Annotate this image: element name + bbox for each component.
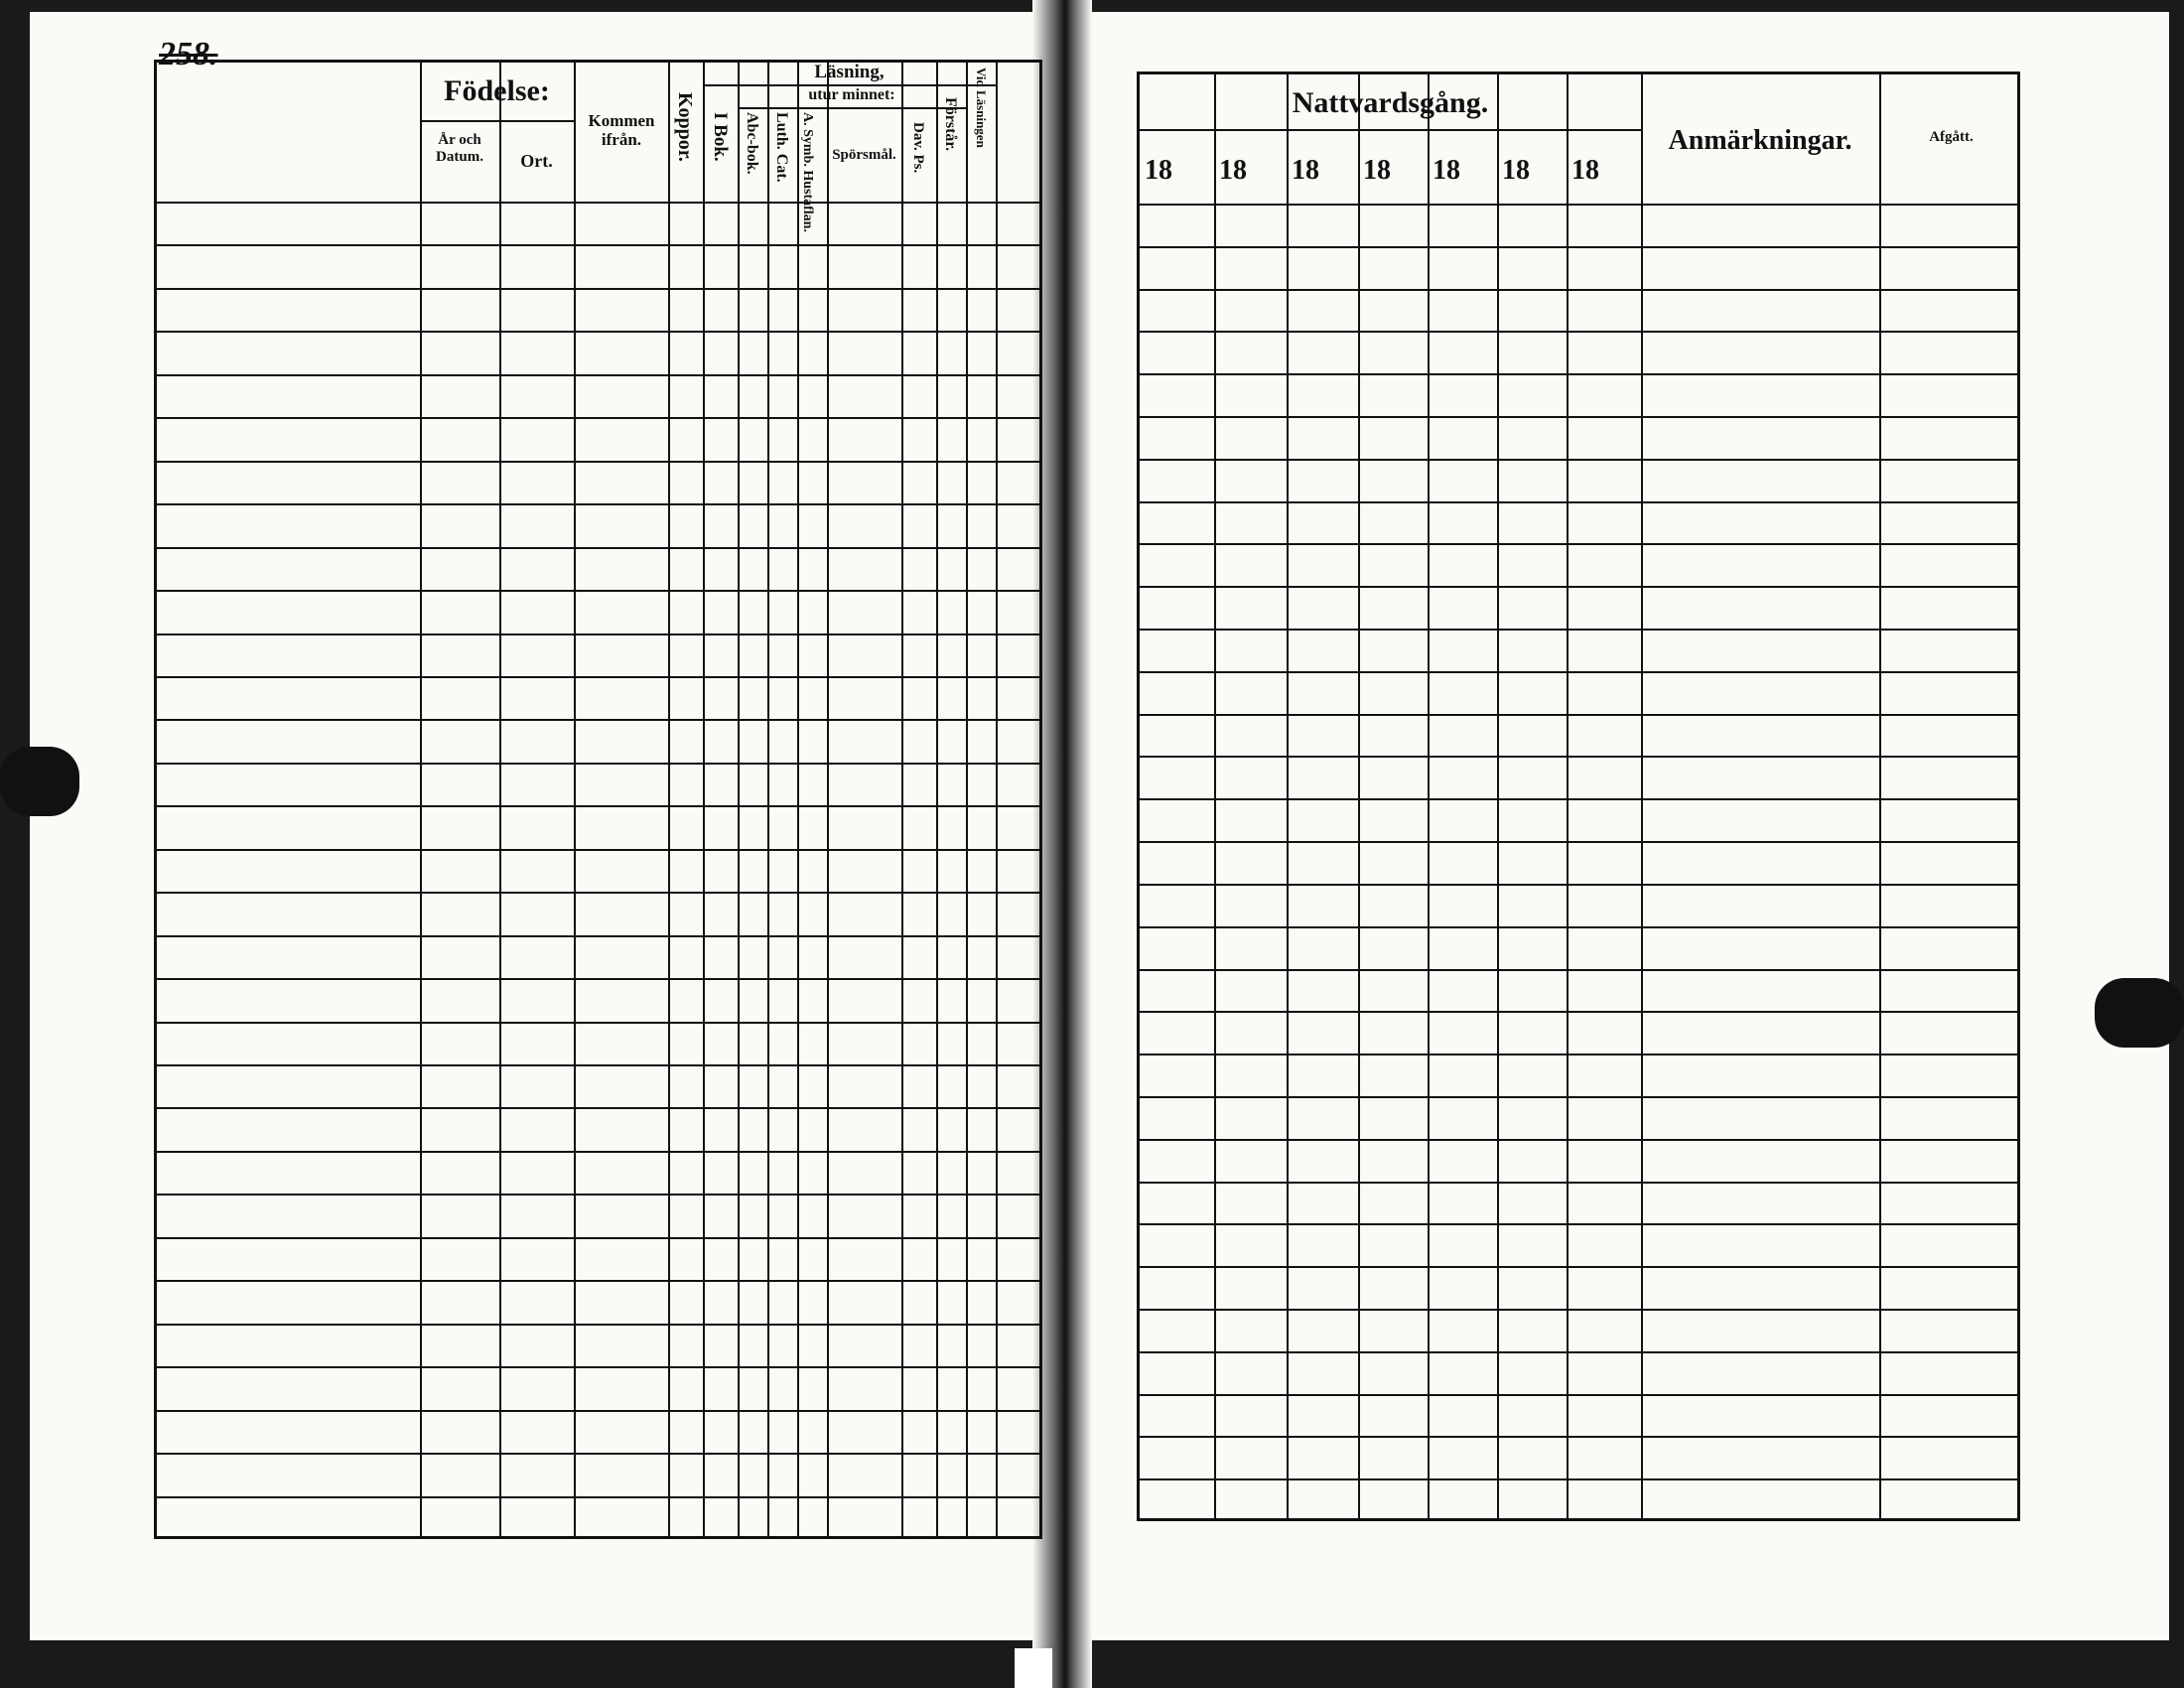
ledger-row-line: [157, 1366, 1039, 1368]
forstar-header: Förstår.: [942, 97, 959, 152]
ledger-row-line: [157, 590, 1039, 592]
page-clip-right: [2095, 978, 2184, 1048]
year-header-1: 18: [1145, 155, 1172, 186]
ledger-row-line: [1140, 1139, 2017, 1141]
i-bok-header: I Bok.: [710, 112, 731, 162]
ledger-row-line: [1140, 416, 2017, 418]
page-clip-left: [0, 747, 79, 816]
ledger-row-line: [1140, 629, 2017, 631]
ledger-row-line: [157, 1237, 1039, 1239]
ledger-row-line: [1140, 841, 2017, 843]
ledger-row-line: [157, 892, 1039, 894]
anmarkningar-header: Anmärkningar.: [1668, 125, 1852, 156]
year-header-2: 18: [1219, 155, 1247, 186]
ledger-row-line: [1140, 501, 2017, 503]
kommen-ifran-header: Kommen ifrån.: [588, 111, 655, 149]
ledger-row-line: [1140, 1436, 2017, 1438]
ledger-row-line: [1140, 1182, 2017, 1184]
ledger-row-line: [157, 547, 1039, 549]
ledger-row-line: [157, 1107, 1039, 1109]
ledger-row-line: [157, 935, 1039, 937]
ledger-row-line: [157, 374, 1039, 376]
ledger-row-line: [1140, 586, 2017, 588]
ledger-row-line: [1140, 331, 2017, 333]
spine-mark: [1015, 1648, 1052, 1688]
ledger-row-line: [1140, 969, 2017, 971]
ledger-row-line: [157, 1022, 1039, 1024]
ledger-row-line: [1140, 926, 2017, 928]
year-header-6: 18: [1502, 155, 1530, 186]
ledger-row-line: [1140, 1223, 2017, 1225]
ledger-row-line: [157, 244, 1039, 246]
ledger-row-line: [157, 1194, 1039, 1196]
ar-och-datum-header: År och Datum.: [436, 132, 483, 165]
ledger-row-line: [157, 763, 1039, 765]
ledger-row-line: [1140, 289, 2017, 291]
afgatt-header: Afgått.: [1929, 129, 1974, 145]
abc-bok-header: Abc-bok.: [744, 112, 760, 175]
ledger-row-line: [157, 503, 1039, 505]
ledger-row-line: [157, 805, 1039, 807]
ledger-row-line: [1140, 373, 2017, 375]
fodelse-title: Födelse:: [444, 74, 550, 107]
ledger-row-line: [1140, 798, 2017, 800]
ledger-row-line: [1140, 1011, 2017, 1013]
ledger-row-line: [157, 1496, 1039, 1498]
lasning-title: Läsning,: [814, 62, 885, 82]
ledger-row-line: [157, 1410, 1039, 1412]
ledger-row-line: [157, 1280, 1039, 1282]
ledger-row-line: [157, 978, 1039, 980]
ledger-row-line: [1140, 884, 2017, 886]
ledger-row-line: [157, 676, 1039, 678]
ledger-row-line: [1140, 1394, 2017, 1396]
ledger-row-line: [1140, 714, 2017, 716]
right-ledger-table: [1137, 71, 2020, 1521]
luth-cat-header: Luth. Cat.: [773, 112, 790, 183]
ledger-row-line: [157, 461, 1039, 463]
ledger-row-line: [1140, 1478, 2017, 1480]
year-header-7: 18: [1571, 155, 1599, 186]
koppor-header: Koppor.: [674, 92, 696, 162]
sporsmal-header: Spörsmål.: [832, 147, 896, 163]
year-header-3: 18: [1292, 155, 1319, 186]
ledger-row-line: [157, 1151, 1039, 1153]
ledger-row-line: [157, 1453, 1039, 1455]
ledger-row-line: [1140, 1309, 2017, 1311]
left-ledger-table: [154, 60, 1042, 1539]
vid-lasningen-header: Vid Läsningen: [974, 68, 989, 148]
ledger-row-line: [157, 719, 1039, 721]
ledger-row-line: [1140, 459, 2017, 461]
ort-header: Ort.: [520, 151, 553, 171]
ledger-row-line: [1140, 756, 2017, 758]
page-number: 258.: [159, 36, 218, 72]
utur-minnet-header: utur minnet:: [808, 86, 895, 103]
symb-hustaflan-header: A. Symb. Hustaflan.: [800, 112, 815, 232]
ledger-row-line: [1140, 1096, 2017, 1098]
ledger-row-line: [157, 849, 1039, 851]
ledger-row-line: [1140, 1351, 2017, 1353]
year-header-4: 18: [1363, 155, 1391, 186]
ledger-row-line: [157, 331, 1039, 333]
ledger-row-line: [1140, 1054, 2017, 1055]
ledger-row-line: [157, 417, 1039, 419]
ledger-row-line: [157, 633, 1039, 635]
year-header-5: 18: [1433, 155, 1460, 186]
nattvardsgang-title: Nattvardsgång.: [1292, 86, 1489, 119]
dav-ps-header: Dav. Ps.: [910, 122, 926, 174]
ledger-row-line: [1140, 543, 2017, 545]
ledger-row-line: [157, 288, 1039, 290]
ledger-row-line: [1140, 246, 2017, 248]
ledger-row-line: [157, 1324, 1039, 1326]
ledger-row-line: [1140, 671, 2017, 673]
ledger-row-line: [157, 1064, 1039, 1066]
ledger-row-line: [1140, 1266, 2017, 1268]
